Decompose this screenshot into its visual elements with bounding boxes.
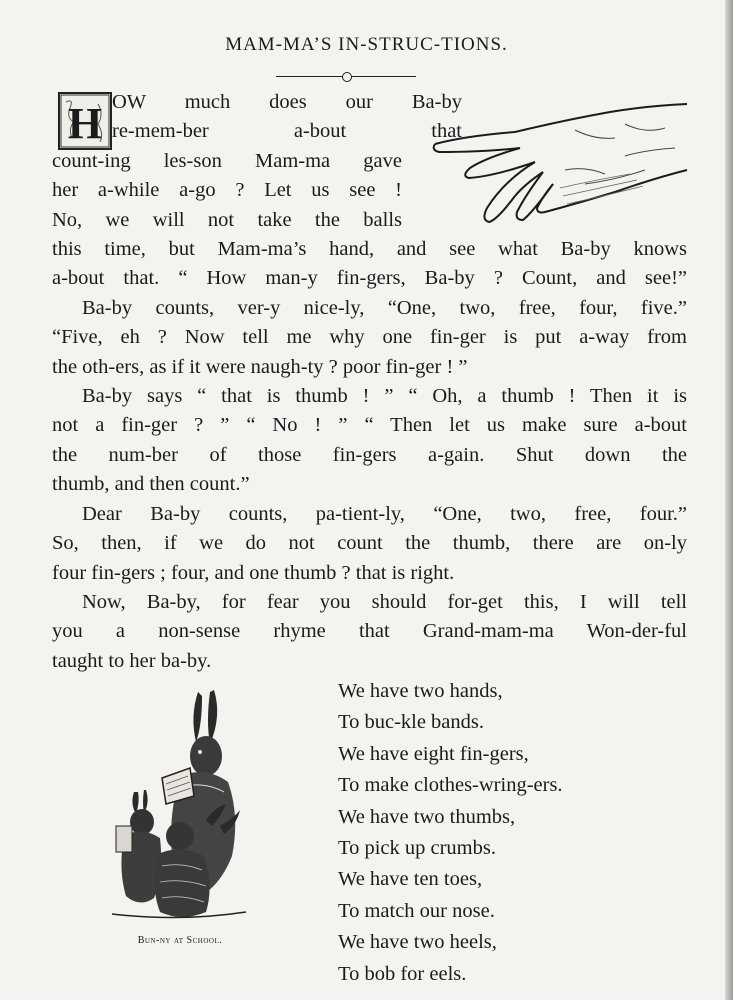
paragraph4-line: So, then, if we do not count the thumb, there are on-ly	[52, 532, 687, 555]
paragraph3-line: the num-ber of those fin-gers a-gain. Shut down the	[52, 443, 687, 466]
page-edge-shadow	[725, 0, 733, 1000]
paragraph1-line: this time, but Mam-ma’s hand, and see what Ba-by knows	[52, 238, 687, 261]
page-title: MAM-MA’S IN-STRUC-TIONS.	[225, 34, 508, 55]
paragraph1-line: a-bout that. “ How man-y fin-gers, Ba-by ? Count, and see!”	[52, 267, 687, 290]
poem-line: To buc-kle bands.	[338, 711, 485, 734]
poem-line: To pick up crumbs.	[338, 837, 496, 860]
paragraph3-line: not a fin-ger ? ” “ No ! ” “ Then let us make sure a-bout	[52, 414, 687, 437]
poem-line: To bob for eels.	[338, 962, 467, 985]
paragraph4-line: Dear Ba-by counts, pa-tient-ly, “One, two, free, four.”	[82, 502, 687, 525]
paragraph4-line: four fin-gers ; four, and one thumb ? that is right.	[52, 561, 455, 584]
title-rule-ornament	[342, 72, 352, 82]
illustration-caption: Bun-ny at School.	[137, 935, 223, 946]
poem-line: We have ten toes,	[338, 868, 483, 891]
poem-line: To make clothes-wring-ers.	[338, 774, 563, 797]
paragraph1-line: No, we will not take the balls	[52, 208, 402, 231]
poem-line: We have two thumbs,	[338, 805, 516, 828]
paragraph1-line: her a-while a-go ? Let us see !	[52, 179, 402, 202]
paragraph5-line: you a non-sense rhyme that Grand-mam-ma Won-der-ful	[52, 620, 687, 643]
poem-line: We have two heels,	[338, 931, 497, 954]
paragraph3-line: Ba-by says “ that is thumb ! ” “ Oh, a thumb ! Then it is	[82, 385, 687, 408]
drop-cap-letter: H	[67, 99, 103, 148]
paragraph2-line: the oth-ers, as if it were naugh-ty ? poor fin-ger ! ”	[52, 355, 468, 378]
paragraph2-line: “Five, eh ? Now tell me why one fin-ger is put a-way from	[52, 326, 687, 349]
paragraph3-line: thumb, and then count.”	[52, 473, 250, 496]
paragraph2-line: Ba-by counts, ver-y nice-ly, “One, two, free, four, five.”	[82, 296, 687, 319]
body-text	[52, 88, 687, 676]
poem-line: We have eight fin-gers,	[338, 742, 529, 765]
poem-line: To match our nose.	[338, 899, 495, 922]
paragraph1-line: re-mem-ber a-bout that	[112, 120, 462, 143]
paragraph5-line: Now, Ba-by, for fear you should for-get this, I will tell	[82, 590, 687, 613]
bunny-at-school-illustration	[110, 686, 250, 926]
paragraph1-line: count-ing les-son Mam-ma gave	[52, 149, 402, 172]
paragraph5-line: taught to her ba-by.	[52, 649, 212, 672]
poem-line: We have two hands,	[338, 680, 503, 702]
poem	[338, 676, 563, 990]
paragraph1-line: OW much does our Ba-by	[112, 91, 462, 113]
